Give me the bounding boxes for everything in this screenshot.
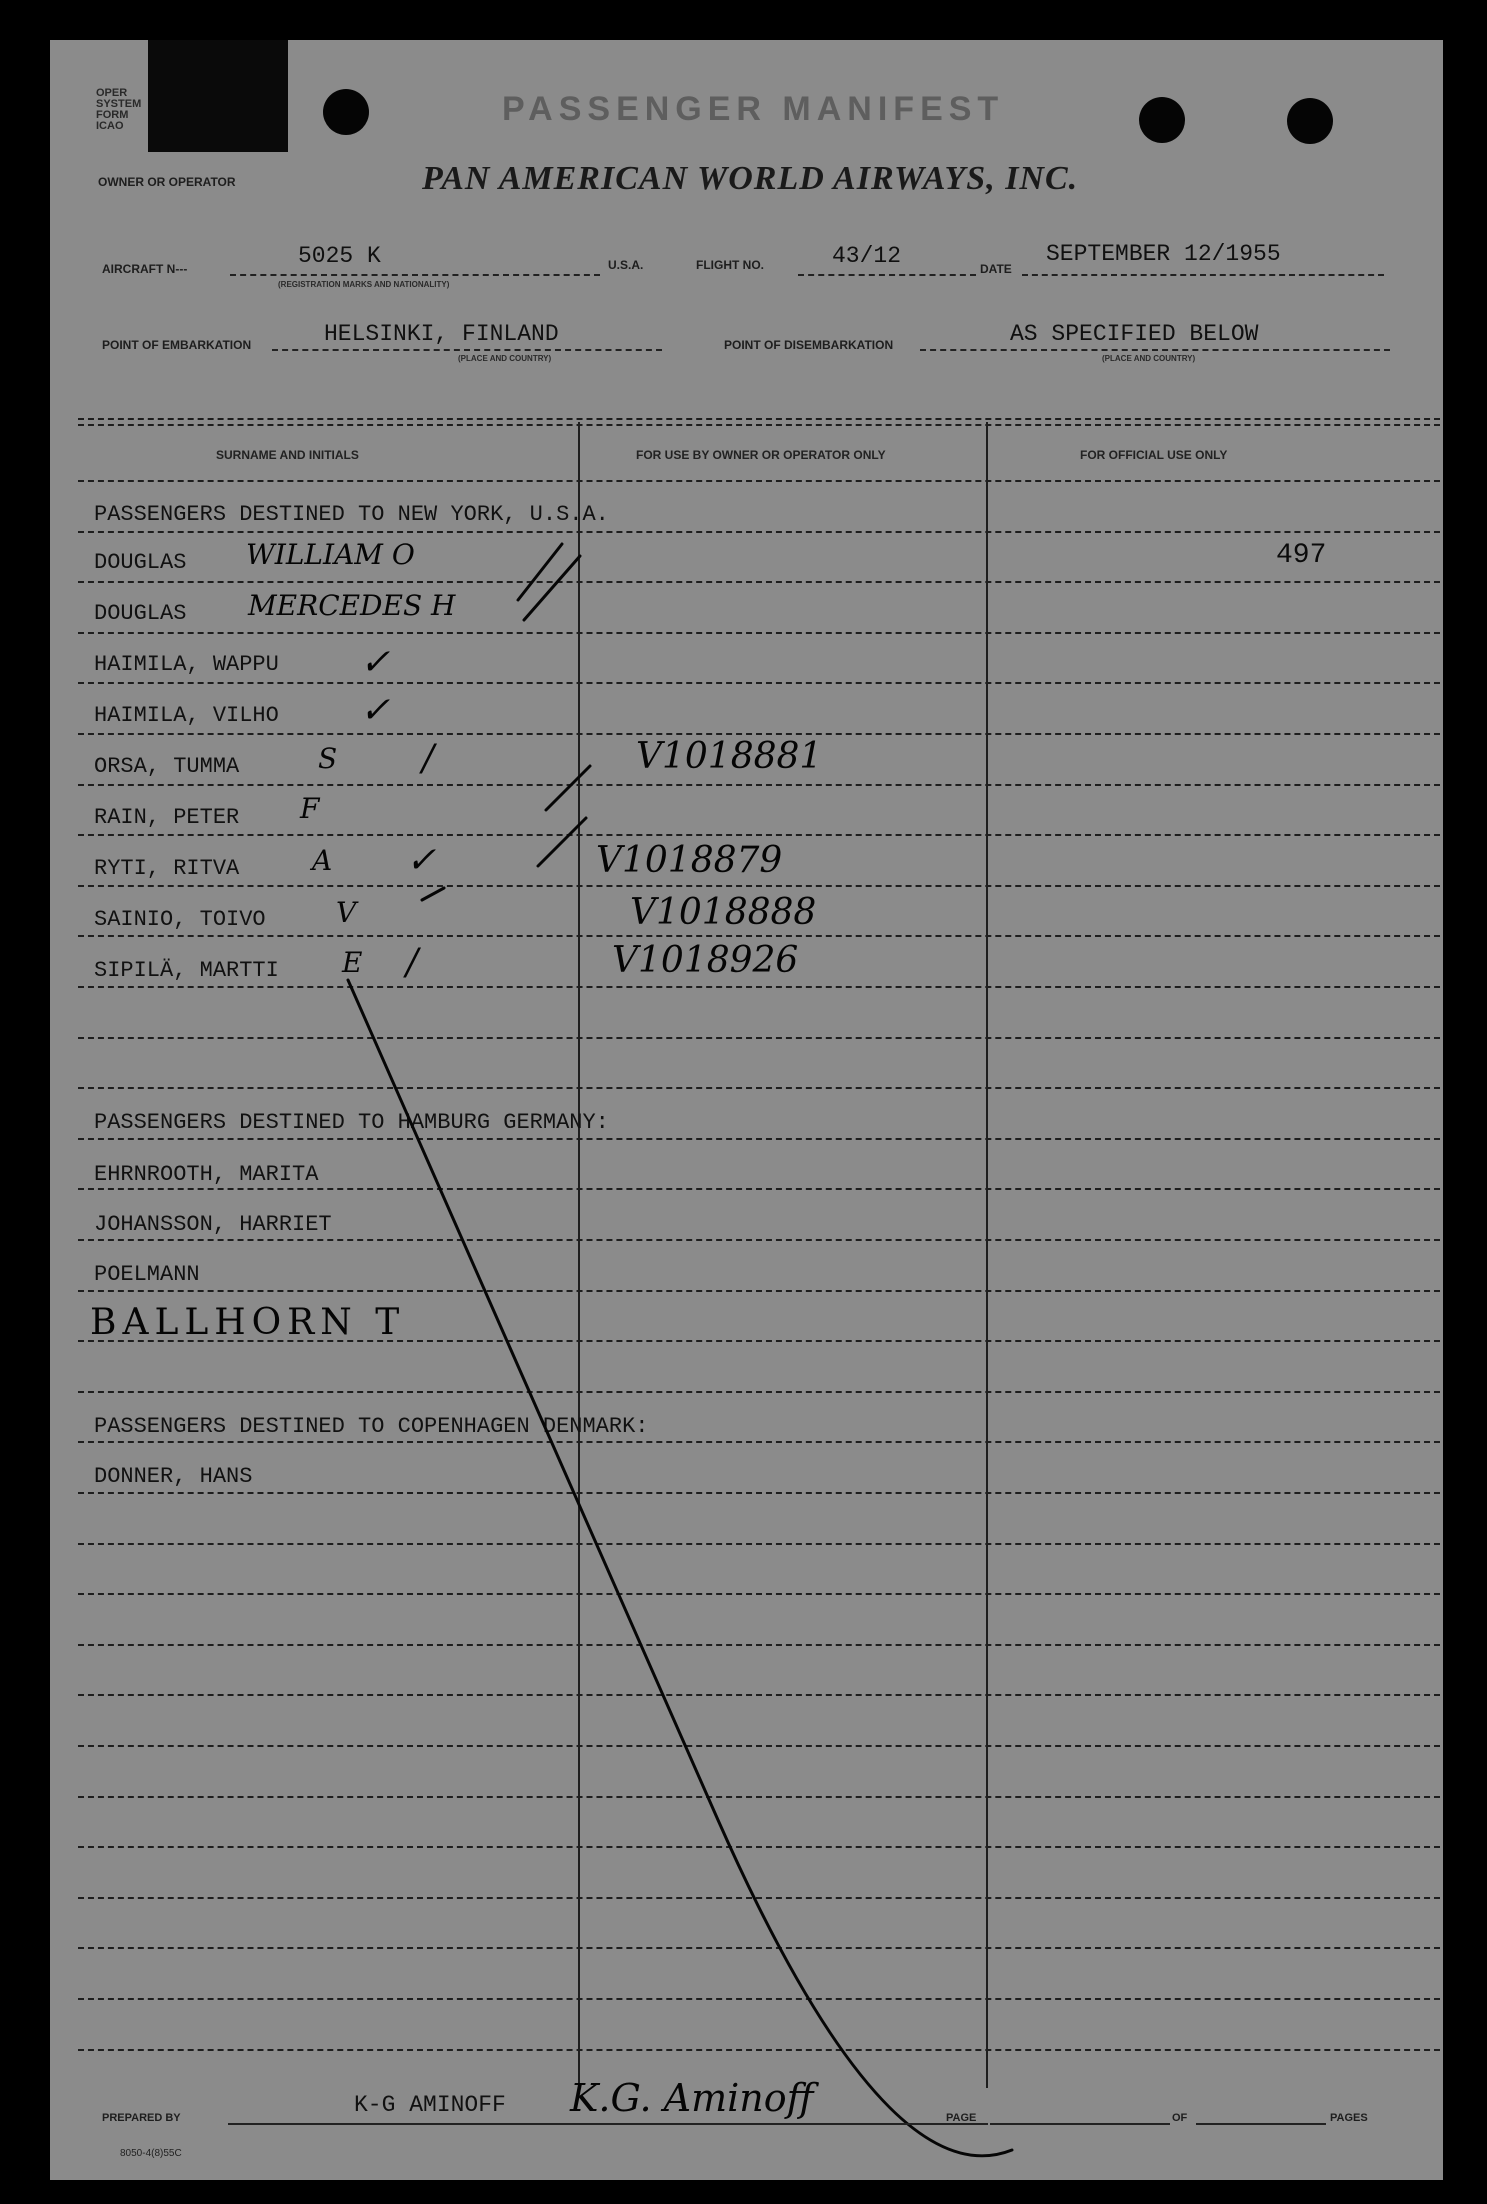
disembark-sub: (PLACE AND COUNTRY)	[1102, 354, 1196, 363]
table-row: SAINIO, TOIVO	[94, 907, 266, 932]
prepared-by-value: K-G AMINOFF	[354, 2092, 506, 2118]
usa-label: U.S.A.	[608, 258, 644, 272]
handwritten-name: BALLHORN T	[90, 1302, 406, 1343]
owner-label: OWNER OR OPERATOR	[98, 175, 236, 189]
disembark-label: POINT OF DISEMBARKATION	[724, 338, 894, 352]
visa-number: V1018926	[612, 940, 799, 981]
section-header-hamburg: PASSENGERS DESTINED TO HAMBURG GERMANY:	[94, 1110, 609, 1135]
operator-name: PAN AMERICAN WORLD AIRWAYS, INC.	[422, 160, 1079, 197]
manifest-sheet	[50, 40, 1443, 2180]
aircraft-sub: (REGISTRATION MARKS AND NATIONALITY)	[278, 280, 450, 289]
table-row: HAIMILA, WAPPU	[94, 652, 279, 677]
table-row: EHRNROOTH, MARITA	[94, 1162, 319, 1187]
aircraft-label: AIRCRAFT N---	[102, 262, 188, 276]
check-stroke	[546, 766, 590, 810]
visa-number: V1018879	[596, 840, 783, 881]
column-header-official-use: FOR OFFICIAL USE ONLY	[1080, 448, 1228, 462]
check-mark: /	[406, 942, 419, 983]
of-line	[1196, 2123, 1326, 2125]
embark-label: POINT OF EMBARKATION	[102, 338, 252, 352]
aircraft-value: 5025 K	[298, 243, 381, 269]
of-label: OF	[1172, 2112, 1188, 2124]
column-header-operator-use: FOR USE BY OWNER OR OPERATOR ONLY	[636, 448, 886, 462]
table-row: DOUGLAS	[94, 550, 187, 575]
table-row: RAIN, PETER	[94, 805, 240, 830]
section-header-copenhagen: PASSENGERS DESTINED TO COPENHAGEN DENMARK:	[94, 1414, 649, 1439]
handwritten-initials: A	[312, 844, 333, 877]
check-mark: /	[422, 738, 435, 779]
prepared-by-label: PREPARED BY	[102, 2112, 181, 2124]
form-code: OPER SYSTEM FORM ICAO	[96, 87, 142, 132]
handwriting-overlay	[50, 40, 1443, 2180]
check-stroke	[422, 888, 444, 900]
table-row: HAIMILA, VILHO	[94, 703, 279, 728]
disembark-value: AS SPECIFIED BELOW	[1010, 321, 1259, 347]
flight-label: FLIGHT NO.	[696, 258, 764, 272]
visa-number: V1018888	[630, 892, 817, 933]
section-header-new-york: PASSENGERS DESTINED TO NEW YORK, U.S.A.	[94, 502, 609, 527]
embark-sub: (PLACE AND COUNTRY)	[458, 354, 552, 363]
handwritten-initials: MERCEDES H	[248, 589, 456, 622]
table-row: SIPILÄ, MARTTI	[94, 958, 279, 983]
table-row: RYTI, RITVA	[94, 856, 240, 881]
handwritten-initials: F	[300, 792, 320, 825]
column-header-surname: SURNAME AND INITIALS	[216, 448, 359, 462]
date-value: SEPTEMBER 12/1955	[1046, 241, 1281, 267]
check-mark: ✓	[406, 840, 437, 881]
handwritten-initials: E	[342, 946, 363, 979]
check-stroke	[538, 818, 586, 866]
date-label: DATE	[980, 262, 1012, 276]
official-number: 497	[1276, 540, 1327, 571]
prepared-by-line	[228, 2123, 988, 2125]
table-row: DONNER, HANS	[94, 1464, 253, 1489]
table-row: DOUGLAS	[94, 601, 187, 626]
handwritten-initials: S	[318, 742, 338, 775]
table-row: POELMANN	[94, 1262, 200, 1287]
visa-number: V1018881	[636, 736, 823, 777]
handwritten-initials: WILLIAM O	[246, 538, 415, 571]
table-row: ORSA, TUMMA	[94, 754, 240, 779]
form-title: PASSENGER MANIFEST	[502, 90, 1005, 128]
handwritten-initials: V	[336, 896, 357, 929]
pages-label: PAGES	[1330, 2112, 1368, 2124]
strike-line	[348, 980, 1012, 2156]
flight-value: 43/12	[832, 243, 902, 269]
check-mark: ✓	[360, 690, 391, 731]
page-label: PAGE	[946, 2112, 977, 2124]
check-stroke	[524, 556, 580, 620]
form-stamp-code: 8050-4(8)55C	[120, 2148, 182, 2159]
signature: K.G. Aminoff	[570, 2076, 814, 2120]
table-row: JOHANSSON, HARRIET	[94, 1212, 332, 1237]
check-stroke	[518, 544, 562, 600]
page-line	[990, 2123, 1170, 2125]
embark-value: HELSINKI, FINLAND	[324, 321, 559, 347]
check-mark: ✓	[360, 642, 391, 683]
